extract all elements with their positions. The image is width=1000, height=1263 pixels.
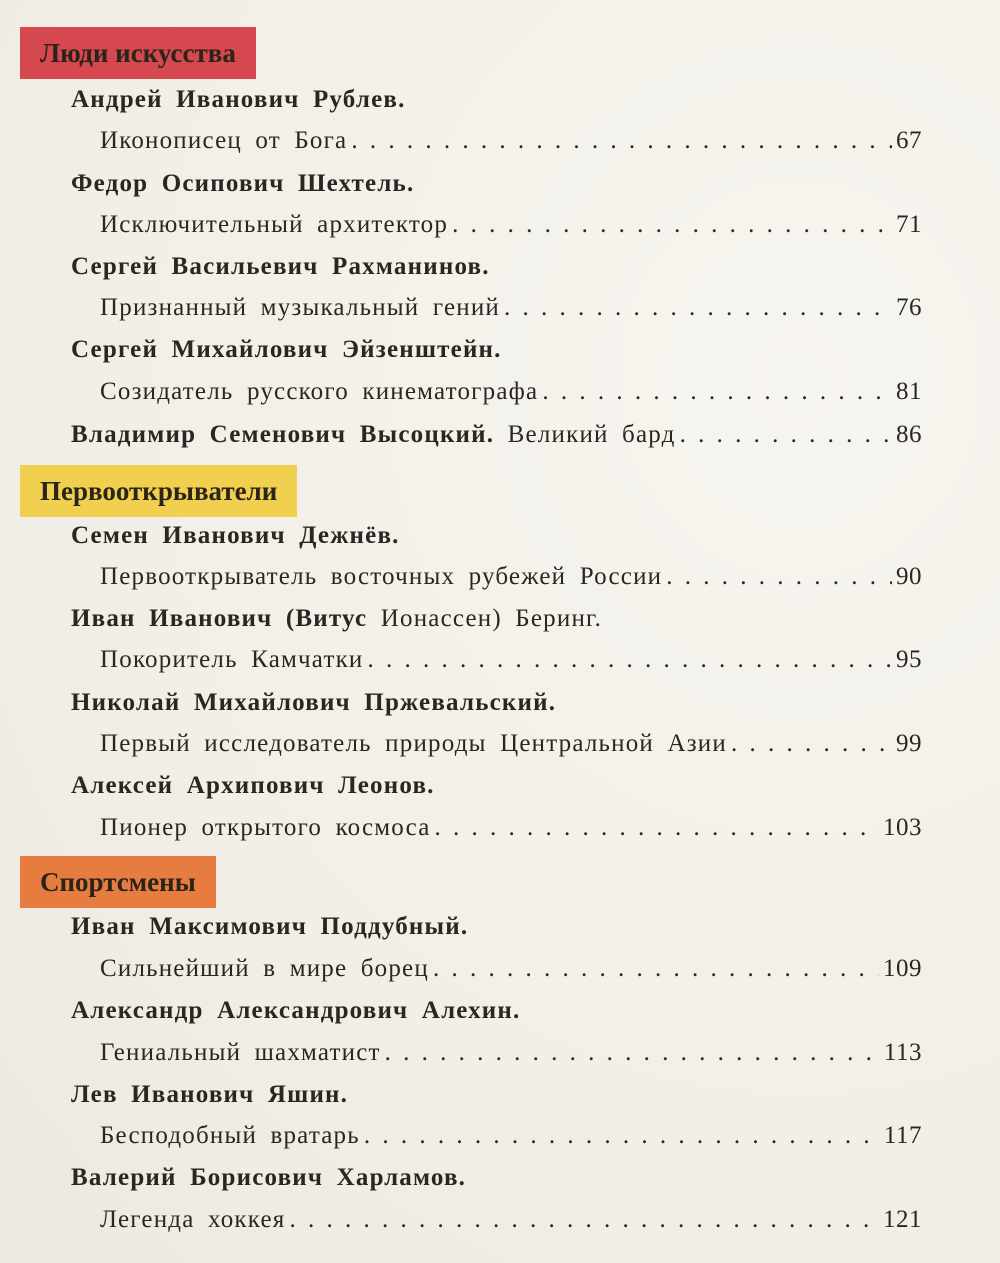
entry-subtitle: Пионер открытого космоса <box>100 814 431 841</box>
section-header-explorers: Первооткрыватели <box>20 465 297 517</box>
page-number: 99 <box>896 730 922 757</box>
dot-leader <box>731 729 892 759</box>
entry-subtitle: Гениальный шахматист <box>100 1039 381 1066</box>
entry-subtitle: Покоритель Камчатки <box>100 646 364 673</box>
toc-line[interactable] <box>100 645 922 675</box>
page-number: 121 <box>883 1206 922 1233</box>
entry-subtitle: Легенда хоккея <box>100 1206 286 1233</box>
toc-line[interactable] <box>100 729 922 759</box>
toc-line[interactable] <box>100 954 922 984</box>
entry-person: Лев Иванович Яшин. <box>71 1081 349 1108</box>
toc-line[interactable] <box>100 562 922 592</box>
entry-person: Алексей Архипович Леонов. <box>71 772 435 799</box>
page-number: 103 <box>883 814 922 841</box>
page-number: 109 <box>883 955 922 982</box>
page-number: 71 <box>896 211 922 238</box>
entry-person: Иван Иванович (Витус Ионассен) Беринг. <box>71 605 603 632</box>
toc-line[interactable] <box>100 126 922 156</box>
entry-person: Сергей Михайлович Эйзенштейн. <box>71 336 502 363</box>
page-number: 95 <box>896 646 922 673</box>
section-header-art: Люди искусства <box>20 27 256 79</box>
entry-person: Владимир Семенович Высоцкий. <box>71 421 495 448</box>
dot-leader <box>385 1038 880 1068</box>
page-number: 67 <box>896 127 922 154</box>
page-number: 81 <box>896 378 922 405</box>
entry-subtitle: Сильнейший в мире борец <box>100 955 429 982</box>
dot-leader <box>504 293 892 323</box>
entry-subtitle: Иконописец от Бога <box>100 127 348 154</box>
toc-line[interactable] <box>71 420 922 450</box>
entry-subtitle: Признанный музыкальный гений <box>100 294 500 321</box>
dot-leader <box>433 954 879 984</box>
page-number: 90 <box>896 563 922 590</box>
dot-leader <box>666 562 892 592</box>
entry-person: Николай Михайлович Пржевальский. <box>71 689 557 716</box>
entry-person: Андрей Иванович Рублев. <box>71 86 406 113</box>
dot-leader <box>368 645 893 675</box>
dot-leader <box>680 420 892 450</box>
entry-person: Иван Максимович Поддубный. <box>71 913 469 940</box>
dot-leader <box>542 377 892 407</box>
toc-line[interactable] <box>100 1038 922 1068</box>
toc-line[interactable] <box>100 1205 922 1235</box>
entry-subtitle: Первооткрыватель восточных рубежей России <box>100 563 663 590</box>
entry-person: Сергей Васильевич Рахманинов. <box>71 253 490 280</box>
entry-subtitle: Созидатель русского кинематографа <box>100 378 539 405</box>
page-number: 113 <box>883 1039 922 1066</box>
dot-leader <box>351 126 892 156</box>
entry-subtitle: Бесподобный вратарь <box>100 1122 360 1149</box>
toc-line[interactable] <box>100 1121 922 1151</box>
dot-leader <box>364 1121 880 1151</box>
entry-person: Александр Александрович Алехин. <box>71 997 521 1024</box>
entry-person: Семен Иванович Дежнёв. <box>71 522 400 549</box>
dot-leader <box>435 813 879 843</box>
entry-person: Федор Осипович Шехтель. <box>71 170 415 197</box>
page-number: 117 <box>883 1122 922 1149</box>
toc-line[interactable] <box>100 813 922 843</box>
toc-line[interactable] <box>100 293 922 323</box>
entry-subtitle: Исключительный архитектор <box>100 211 449 238</box>
entry-person: Валерий Борисович Харламов. <box>71 1164 467 1191</box>
page-number: 86 <box>896 421 922 448</box>
dot-leader <box>289 1205 879 1235</box>
entry-subtitle: Первый исследователь природы Центральной Азии <box>100 730 727 757</box>
toc-line[interactable] <box>100 210 922 240</box>
entry-subtitle: Великий бард <box>507 421 676 448</box>
page-number: 76 <box>896 294 922 321</box>
section-header-athletes: Спортсмены <box>20 856 216 908</box>
toc-line[interactable] <box>100 377 922 407</box>
dot-leader <box>452 210 892 240</box>
